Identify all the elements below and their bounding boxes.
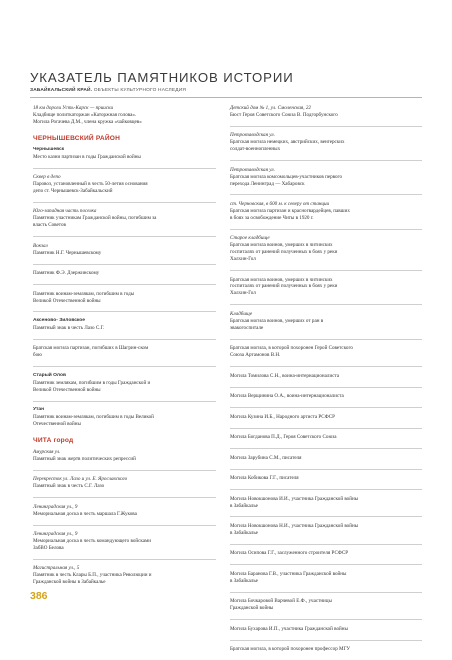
entry-text: Халхин-Гол xyxy=(230,256,256,263)
entry-text: Великой Отечественной войны xyxy=(33,297,101,304)
entry-text: Братская могила комсомольцев-участников первого xyxy=(230,173,343,180)
list-item xyxy=(33,174,216,195)
entry-location: Петровзаводская ул. xyxy=(230,166,275,173)
entry-text: солдат-военнопленных xyxy=(230,146,281,153)
entry-location: Юго-западная часть поселка xyxy=(33,208,97,215)
entry-text: Могила Рогачева Д.М., члена кружка «чайковцев» xyxy=(33,118,142,125)
list-item xyxy=(230,345,422,359)
divider xyxy=(230,516,422,517)
list-item xyxy=(33,318,216,332)
entry-text: Мемориальная доска в честь маршала Г.Жукова xyxy=(33,510,137,517)
list-item xyxy=(33,105,216,126)
list-item xyxy=(230,598,422,612)
list-item xyxy=(230,393,422,400)
divider xyxy=(33,202,216,203)
entry-location: Аксеново- Зиловское xyxy=(33,318,86,324)
entry-text: Памятник в честь Клары Б.П., участника Революции и xyxy=(33,572,152,579)
divider xyxy=(33,236,216,237)
entry-text: Братская могила, в которой похоронен профессор МГУ xyxy=(230,646,351,653)
page-header xyxy=(30,71,430,98)
divider xyxy=(230,489,422,490)
divider xyxy=(230,592,422,593)
divider xyxy=(230,366,422,367)
entry-text: Могила Томилова С.Н., воина-интернационалиста xyxy=(230,372,340,379)
entry-text: Памятник воинам-землякам, погибшим в годы xyxy=(33,290,135,297)
list-item xyxy=(230,475,422,482)
entry-text: Халхин-Гол xyxy=(230,290,256,297)
entry-text: госпиталях от ранений полученных в боях у реки xyxy=(230,249,338,256)
entry-text: Памятный знак жертв политических репрессий xyxy=(33,455,136,462)
divider xyxy=(230,544,422,545)
divider xyxy=(33,264,216,265)
entry-location: 18 км дороги Усть-Карск — прииски xyxy=(33,105,114,111)
entry-text: Могила Новокшонова И.И., участника Гражданской войны xyxy=(230,495,359,502)
list-item xyxy=(230,646,422,653)
right-column xyxy=(230,105,422,660)
list-item xyxy=(33,449,216,463)
divider xyxy=(33,525,216,526)
page-number: 386 xyxy=(30,590,48,602)
entry-text: Гражданской войны xyxy=(230,605,274,612)
list-item xyxy=(33,208,216,229)
divider xyxy=(33,401,216,402)
entry-text: Могила Новокшонова Н.И., участника Гражданской войны xyxy=(230,523,359,529)
divider xyxy=(230,229,422,230)
list-item xyxy=(33,243,216,257)
entry-text: Место казни партизан в годы Гражданской войны xyxy=(33,153,141,160)
entry-text: Братская могила партизан и красногвардейцев, павших xyxy=(230,207,350,214)
divider xyxy=(230,160,422,161)
subtitle-region: ЗАБАЙКАЛЬСКИЙ КРАЙ. xyxy=(30,88,93,93)
entry-text: бою xyxy=(33,352,42,359)
list-item xyxy=(230,496,422,510)
list-item xyxy=(230,523,422,537)
divider xyxy=(230,428,422,429)
divider xyxy=(230,469,422,470)
divider xyxy=(230,194,422,195)
entry-location: Детский дом № 1, ул. Смоленская, 22 xyxy=(230,105,311,111)
entry-text: перехода Ленинград — Хабаровск xyxy=(230,180,305,187)
list-item xyxy=(33,476,216,490)
entry-text: депо ст. Чернышевск-Забайкальский xyxy=(33,187,113,194)
entry-text: Могила Осипова Г.Г., заслуженного строителя РСФСР xyxy=(230,550,349,557)
entry-text: Памятный знак в честь Лазо С.Г. xyxy=(33,324,105,331)
divider xyxy=(230,270,422,271)
section-heading-type: город xyxy=(51,436,74,444)
entry-text: эвакогоспитале xyxy=(230,324,264,331)
entry-location: Утан xyxy=(33,407,45,413)
entry-text: Союза Артамонов В.Н. xyxy=(230,352,281,359)
entry-text: Могила Богданова П.Д., Героя Советского Союза xyxy=(230,434,337,441)
list-item xyxy=(230,434,422,441)
divider xyxy=(230,448,422,449)
entry-text: госпиталях от ранений полученных в боях у реки xyxy=(230,283,338,290)
entry-text: в Забайкалье xyxy=(230,577,258,584)
divider xyxy=(33,339,216,340)
entry-location: Старый Олов xyxy=(33,372,66,378)
entry-text: Памятник Н.Г. Чернышевскому xyxy=(33,249,102,256)
divider xyxy=(33,311,216,312)
list-item xyxy=(230,373,422,380)
header-divider xyxy=(30,97,422,98)
entry-text: Могила Зарубина С.М., писателя xyxy=(230,454,302,461)
list-item xyxy=(33,504,216,518)
list-item xyxy=(33,291,216,305)
entry-text: Могила Бочкаровой Варчевой Е.Ф., участницы xyxy=(230,598,332,605)
entry-text: Братская могила партизан, погибших в Шагрин-ском xyxy=(33,345,149,352)
entry-location: Магистральная ул., 5 xyxy=(33,565,80,572)
divider xyxy=(230,640,422,641)
entry-text: Братская могила воинов, умерших в читинских xyxy=(230,242,333,249)
entry-text: Братская могила воинов, умерших в читинских xyxy=(230,276,333,283)
list-item xyxy=(230,105,422,119)
entry-location: Старое кладбище xyxy=(230,235,270,242)
divider xyxy=(230,407,422,408)
entry-text: в Забайкалье xyxy=(230,529,258,536)
list-item xyxy=(33,565,216,586)
divider xyxy=(33,470,216,471)
entry-text: в боях за освобождение Читы в 1920 г. xyxy=(230,214,314,221)
list-item xyxy=(33,147,216,161)
entry-text: Памятник участникам Гражданской войны, погибшим за xyxy=(33,215,157,222)
divider xyxy=(230,126,422,127)
entry-location: Сквер в депо xyxy=(33,174,61,181)
entry-text: Отечественной войны xyxy=(33,421,81,427)
divider xyxy=(33,366,216,367)
section-heading-city: ЧИТА xyxy=(33,436,52,444)
list-item xyxy=(230,132,422,153)
entry-text: Могила Баранова Г.В., участника Гражданской войны xyxy=(230,570,347,577)
divider xyxy=(230,387,422,388)
left-column xyxy=(33,105,216,593)
page-subtitle xyxy=(30,88,430,93)
entry-text: Гражданской войны в Забайкалье xyxy=(33,579,106,586)
entry-location: Кладбище xyxy=(230,310,253,317)
list-item xyxy=(230,167,422,188)
list-item xyxy=(230,414,422,421)
page-title: УКАЗАТЕЛЬ ПАМЯТНИКОВ ИСТОРИИ xyxy=(30,70,294,85)
list-item xyxy=(33,407,216,428)
entry-text: Могила Кобикова Г.Г., писателя xyxy=(230,475,299,482)
entry-location: ст. Черновская, в 600 м. к северу от станции xyxy=(230,201,330,208)
entry-text: в Забайкалье xyxy=(230,502,258,509)
entry-text: Могила Верщинина О.А., воина-интернационалиста xyxy=(230,393,344,400)
section-heading xyxy=(33,437,216,444)
list-item xyxy=(230,550,422,557)
entry-location: Вокзал xyxy=(33,242,48,249)
subtitle-rest: ОБЪЕКТЫ КУЛЬТУРНОГО НАСЛЕДИЯ xyxy=(92,88,187,93)
entry-location: Перекресток ул. Лазо и ул. Е. Ярославского xyxy=(33,476,128,483)
entry-text: Памятник воинам-землякам, погибшим в годы Великой xyxy=(33,414,154,421)
divider xyxy=(230,619,422,620)
divider xyxy=(230,304,422,305)
entry-text: власть Советов xyxy=(33,222,66,229)
list-item xyxy=(230,455,422,462)
entry-text: Мемориальная доска в честь командующего войсками xyxy=(33,538,151,545)
entry-location: Ленинградская ул., 9 xyxy=(33,503,78,510)
divider xyxy=(33,168,216,169)
entry-text: Могила Бухарова И.П., участника Гражданской войны xyxy=(230,625,348,632)
list-item xyxy=(33,373,216,394)
divider xyxy=(33,559,216,560)
entry-location: Петровзаводская ул. xyxy=(230,132,275,139)
entry-text: Бюст Героя Советского Союза В. Подгорбунского xyxy=(230,111,338,118)
list-item xyxy=(230,311,422,332)
list-item xyxy=(230,571,422,585)
divider xyxy=(33,284,216,285)
entry-location: Ленинградская ул., 9 xyxy=(33,531,78,538)
entry-text: Памятник землякам, погибшим в годы Гражданской и xyxy=(33,379,151,386)
section-heading: ЧЕРНЫШЕВСКИЙ РАЙОН xyxy=(33,134,121,142)
entry-text: Памятный знак в честь С.Г. Лазо xyxy=(33,483,105,490)
divider xyxy=(230,564,422,565)
divider xyxy=(230,339,422,340)
entry-text: Братская могила воинов, умерших от ран в xyxy=(230,317,324,324)
list-item xyxy=(33,531,216,552)
list-item xyxy=(33,345,216,359)
entry-text: Братская могила, в которой похоронен Герой Советского xyxy=(230,345,353,352)
list-item xyxy=(33,270,216,277)
list-item xyxy=(230,626,422,633)
entry-location: Амурская ул. xyxy=(33,448,61,455)
list-item xyxy=(230,277,422,298)
entry-location: Чернышевск xyxy=(33,146,65,152)
divider xyxy=(33,497,216,498)
entry-text: Могила Кузина И.Б., Народного артиста РСФСР xyxy=(230,413,335,420)
list-item xyxy=(230,235,422,263)
entry-text: Памятник Ф.Э. Дзержинскому xyxy=(33,270,100,277)
entry-text: Великой Отечественной войны xyxy=(33,386,101,393)
entry-text: Братская могила немецких, австрийских, венгерских xyxy=(230,139,345,146)
list-item xyxy=(230,201,422,222)
entry-text: Паровоз, установленный в честь 50-летия основания xyxy=(33,181,148,188)
entry-text: ЗабВО Белова xyxy=(33,544,64,551)
entry-text: Кладбище политкаторжан «Каторжная голова». xyxy=(33,111,137,118)
